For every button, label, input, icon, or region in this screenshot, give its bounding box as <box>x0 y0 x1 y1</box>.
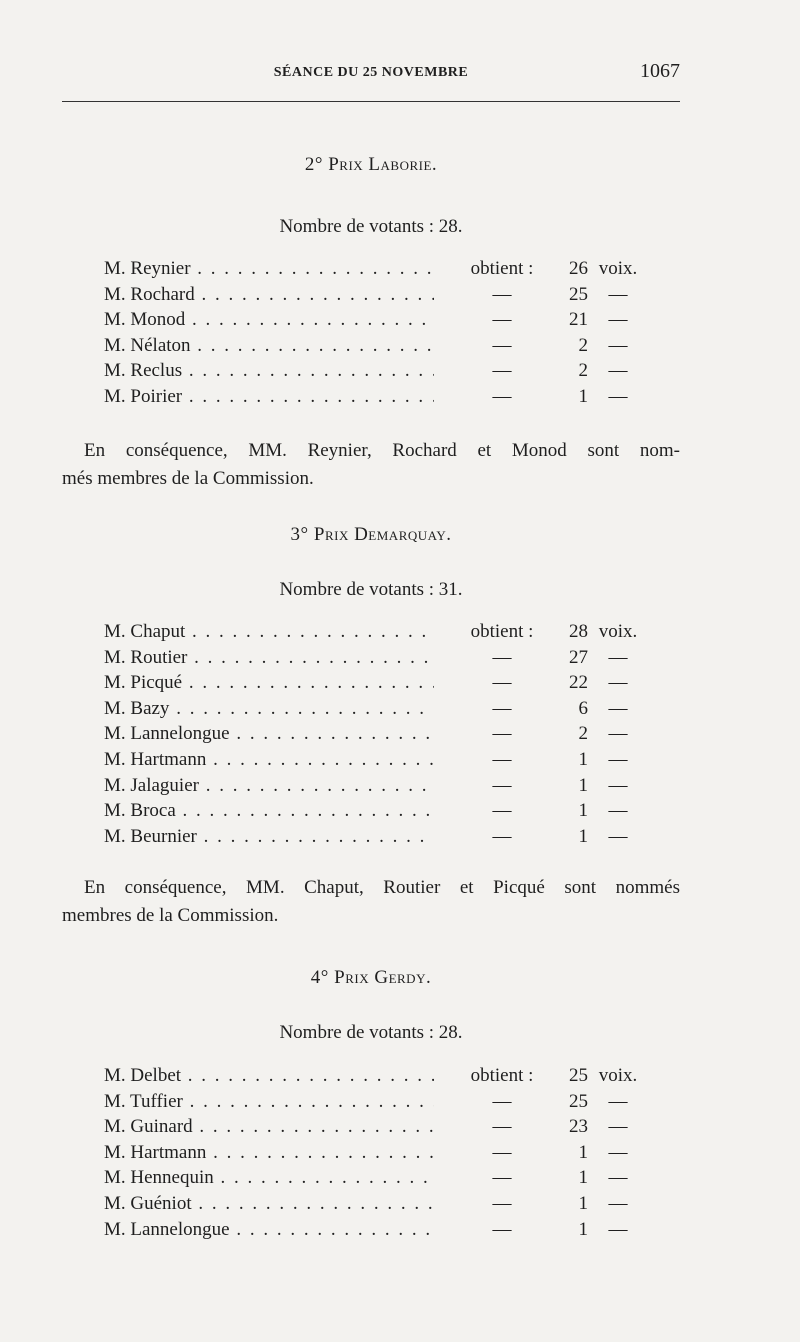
result-verb: — <box>492 697 512 719</box>
result-row <box>104 749 644 775</box>
vote-unit: — <box>608 1167 628 1189</box>
result-verb: — <box>492 748 512 770</box>
vote-unit: — <box>608 1192 628 1214</box>
vote-count: 2 <box>578 334 588 356</box>
vote-unit: — <box>608 360 628 382</box>
result-verb: — <box>492 360 512 382</box>
result-verb: — <box>492 1167 512 1189</box>
vote-count: 28 <box>569 621 588 642</box>
vote-count: 2 <box>578 723 588 745</box>
vote-unit: — <box>608 1116 628 1138</box>
result-row <box>104 1167 644 1193</box>
vote-unit: voix. <box>598 621 638 642</box>
conclusion-paragraph <box>62 437 680 493</box>
vote-unit: — <box>608 646 628 668</box>
page-number: 1067 <box>640 60 680 82</box>
candidate-name: M. Beurnier . . . <box>104 826 434 848</box>
vote-unit: — <box>608 283 628 305</box>
result-verb: — <box>492 646 512 668</box>
section-name: Prix Demarquay. <box>313 524 452 545</box>
result-verb: obtient : <box>470 1065 534 1086</box>
result-row <box>104 309 644 335</box>
vote-count: 23 <box>569 1116 588 1138</box>
vote-unit: — <box>608 672 628 694</box>
vote-unit: voix. <box>598 258 638 279</box>
candidate-name: M. Monod . . . <box>104 309 434 331</box>
conclusion-line: membres de la Commission. <box>62 905 279 926</box>
vote-count: 2 <box>578 360 588 382</box>
vote-count: 1 <box>578 825 588 847</box>
vote-unit: — <box>608 1141 628 1163</box>
vote-unit: — <box>608 334 628 356</box>
vote-count: 1 <box>578 1167 588 1189</box>
running-head-title: SÉANCE DU 25 NOVEMBRE <box>273 65 469 80</box>
vote-count: 26 <box>569 258 588 279</box>
candidate-name: M. Picqué . . . <box>104 672 434 694</box>
result-row <box>104 360 644 386</box>
vote-unit: — <box>608 697 628 719</box>
votants-count: Nombre de votants : 28. <box>279 216 463 237</box>
result-verb: — <box>492 672 512 694</box>
conclusion-paragraph <box>62 874 680 930</box>
vote-count: 1 <box>578 748 588 770</box>
result-verb: — <box>492 774 512 796</box>
candidate-name: M. Hartmann . . . <box>104 1142 434 1164</box>
section-title-gerdy <box>62 967 680 989</box>
vote-unit: — <box>608 723 628 745</box>
candidate-name: M. Hennequin . . . <box>104 1167 434 1189</box>
result-row <box>104 672 644 698</box>
vote-count: 25 <box>569 1090 588 1112</box>
result-row <box>104 800 644 826</box>
candidate-name: M. Jalaguier . . . <box>104 775 434 797</box>
section-number: 3° <box>290 524 309 545</box>
section-name: Prix Laborie. <box>328 154 438 175</box>
result-verb: — <box>492 723 512 745</box>
vote-count: 25 <box>569 283 588 305</box>
candidate-name: M. Reclus . . . <box>104 360 434 382</box>
section-title-laborie <box>62 154 680 176</box>
candidate-name: M. Guinard . . . <box>104 1116 434 1138</box>
result-row <box>104 826 644 852</box>
section-name: Prix Gerdy. <box>334 967 432 988</box>
candidate-name: M. Reynier . . . <box>104 258 434 280</box>
vote-unit: — <box>608 1090 628 1112</box>
result-row <box>104 723 644 749</box>
candidate-name: M. Lannelongue . . . <box>104 723 434 745</box>
section-number: 2° <box>304 154 323 175</box>
candidate-name: M. Guéniot . . . <box>104 1193 434 1215</box>
candidate-name: M. Poirier . . . <box>104 386 434 408</box>
result-row <box>104 698 644 724</box>
vote-count: 25 <box>569 1065 588 1086</box>
result-verb: obtient : <box>470 621 534 642</box>
result-verb: — <box>492 309 512 331</box>
result-verb: obtient : <box>470 258 534 279</box>
vote-unit: — <box>608 748 628 770</box>
result-row <box>104 1142 644 1168</box>
conclusion-line: més membres de la Commission. <box>62 468 314 489</box>
candidate-name: M. Delbet . . . <box>104 1065 434 1087</box>
vote-count: 21 <box>569 309 588 331</box>
results-list-gerdy <box>104 1065 644 1244</box>
result-verb: — <box>492 800 512 822</box>
vote-count: 27 <box>569 646 588 668</box>
result-verb: — <box>492 385 512 407</box>
results-list-laborie <box>104 258 644 412</box>
candidate-name: M. Bazy . . . <box>104 698 434 720</box>
votants-count: Nombre de votants : 31. <box>279 579 463 600</box>
vote-count: 6 <box>578 697 588 719</box>
result-row <box>104 1065 644 1091</box>
vote-count: 1 <box>578 800 588 822</box>
vote-count: 1 <box>578 774 588 796</box>
result-row <box>104 1193 644 1219</box>
vote-count: 1 <box>578 1218 588 1240</box>
result-row <box>104 775 644 801</box>
result-verb: — <box>492 1141 512 1163</box>
candidate-name: M. Hartmann . . . <box>104 749 434 771</box>
vote-count: 22 <box>569 672 588 694</box>
vote-unit: — <box>608 1218 628 1240</box>
candidate-name: M. Lannelongue . . . <box>104 1219 434 1241</box>
result-verb: — <box>492 1218 512 1240</box>
vote-count: 1 <box>578 385 588 407</box>
result-row <box>104 621 644 647</box>
vote-unit: — <box>608 825 628 847</box>
results-list-demarquay <box>104 621 644 851</box>
result-verb: — <box>492 334 512 356</box>
result-row <box>104 1091 644 1117</box>
vote-count: 1 <box>578 1141 588 1163</box>
section-title-demarquay <box>62 524 680 546</box>
result-row <box>104 258 644 284</box>
candidate-name: M. Tuffier . . . <box>104 1091 434 1113</box>
section-number: 4° <box>310 967 329 988</box>
result-verb: — <box>492 825 512 847</box>
result-verb: — <box>492 283 512 305</box>
conclusion-line: En conséquence, MM. Chaput, Routier et Picqué sont nommés <box>84 877 680 898</box>
vote-unit: — <box>608 774 628 796</box>
candidate-name: M. Broca . . . <box>104 800 434 822</box>
conclusion-line: En conséquence, MM. Reynier, Rochard et Monod sont nom- <box>84 440 680 461</box>
candidate-name: M. Chaput . . . <box>104 621 434 643</box>
vote-unit: voix. <box>598 1065 638 1086</box>
votants-count: Nombre de votants : 28. <box>279 1022 463 1043</box>
candidate-name: M. Nélaton . . . <box>104 335 434 357</box>
candidate-name: M. Rochard . . . <box>104 284 434 306</box>
result-verb: — <box>492 1192 512 1214</box>
result-row <box>104 284 644 310</box>
vote-unit: — <box>608 800 628 822</box>
header-rule <box>62 101 680 102</box>
result-row <box>104 335 644 361</box>
result-verb: — <box>492 1090 512 1112</box>
result-row <box>104 1219 644 1245</box>
vote-count: 1 <box>578 1192 588 1214</box>
result-row <box>104 647 644 673</box>
vote-unit: — <box>608 385 628 407</box>
result-row <box>104 1116 644 1142</box>
result-verb: — <box>492 1116 512 1138</box>
result-row <box>104 386 644 412</box>
candidate-name: M. Routier . . . <box>104 647 434 669</box>
running-head <box>62 60 680 90</box>
vote-unit: — <box>608 309 628 331</box>
